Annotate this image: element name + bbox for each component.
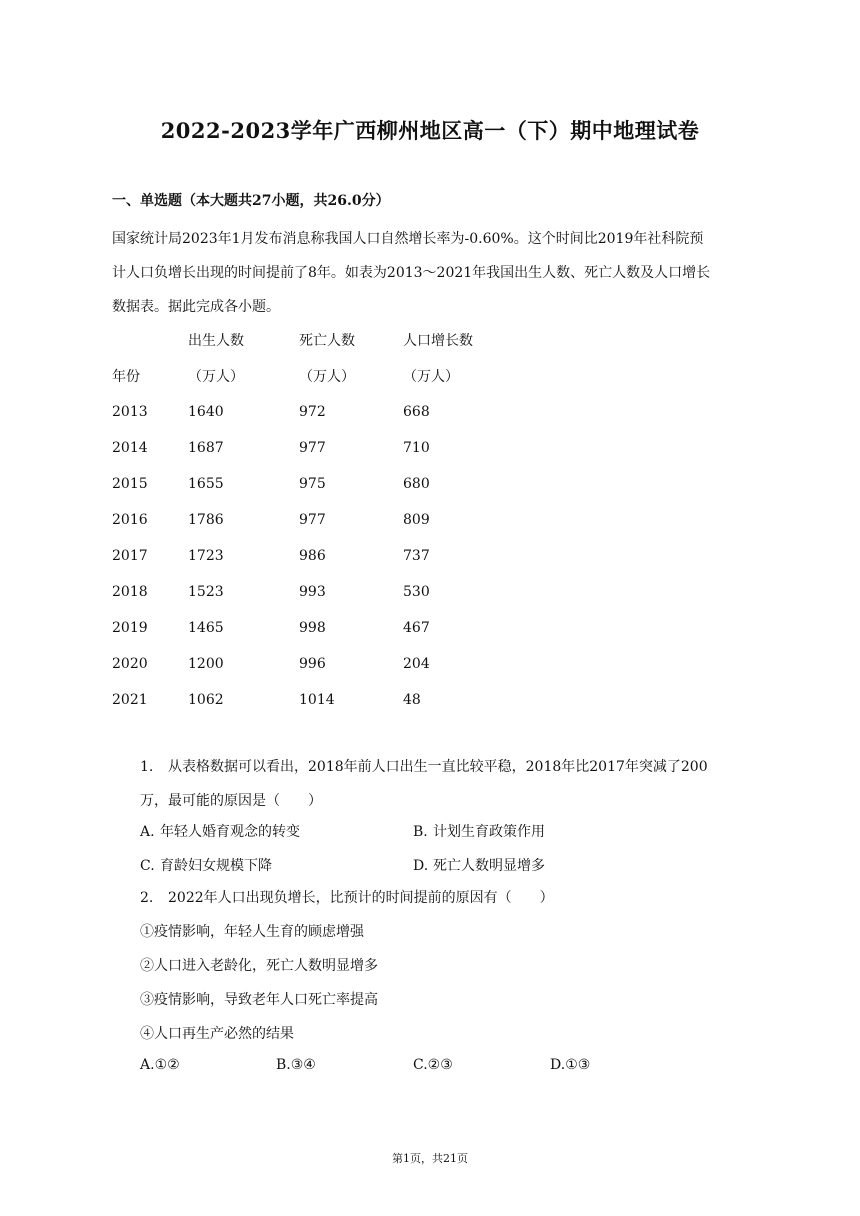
table-cell: 2017 <box>112 548 148 564</box>
population-table <box>112 322 523 718</box>
table-cell: 680 <box>403 476 430 492</box>
statement-2: ②人口进入老龄化，死亡人数明显增多 <box>140 958 378 974</box>
table-cell: 972 <box>299 404 326 420</box>
table-header-cell: （万人） <box>403 369 459 385</box>
table-cell: 1687 <box>188 440 224 456</box>
option-a <box>140 821 300 841</box>
question-2 <box>140 887 554 907</box>
option-c <box>140 855 272 875</box>
table-header-cell: 出生人数 <box>188 333 244 349</box>
option-b <box>276 1057 316 1073</box>
table-header-cell: （万人） <box>299 369 355 385</box>
option-letter: B. <box>276 1057 291 1073</box>
table-cell: 1786 <box>188 512 224 528</box>
table-cell: 1014 <box>299 692 335 708</box>
table-cell: 710 <box>403 440 430 456</box>
table-header-cell: 年份 <box>112 369 140 385</box>
option-letter: A. <box>140 824 155 840</box>
option-b <box>413 821 545 841</box>
section-heading: 一、单选题（本大题共27小题，共26.0分） <box>112 193 390 209</box>
question-number: 2. <box>140 890 154 906</box>
table-cell: 986 <box>299 548 326 564</box>
table-cell: 2018 <box>112 584 148 600</box>
table-header-row <box>112 358 523 394</box>
option-letter: C. <box>140 858 155 874</box>
question-stem-line: 从表格数据可以看出，2018年前人口出生一直比较平稳，2018年比2017年突减了200 <box>168 759 708 775</box>
table-cell: 204 <box>403 656 430 672</box>
table-cell: 1465 <box>188 620 224 636</box>
table-header-cell <box>112 322 188 358</box>
table-cell: 809 <box>403 512 430 528</box>
option-text: ①② <box>154 1057 180 1073</box>
table-row <box>112 430 523 466</box>
intro-line: 数据表。据此完成各小题。 <box>112 299 280 315</box>
table-header-row <box>112 322 523 358</box>
option-a <box>140 1057 180 1073</box>
question-stem: 2022年人口出现负增长，比预计的时间提前的原因有（ ） <box>168 890 554 906</box>
table-row <box>112 646 523 682</box>
table-header-cell: （万人） <box>188 369 244 385</box>
table-row <box>112 502 523 538</box>
question-stem <box>140 750 750 784</box>
option-text: 计划生育政策作用 <box>433 824 545 840</box>
intro-line: 国家统计局2023年1月发布消息称我国人口自然增长率为-0.60%。这个时间比2019年社科院预 <box>112 231 704 247</box>
option-text: ③④ <box>290 1057 316 1073</box>
table-cell: 975 <box>299 476 326 492</box>
option-letter: B. <box>413 824 428 840</box>
statement-4: ④人口再生产必然的结果 <box>140 1026 294 1042</box>
table-cell: 2015 <box>112 476 148 492</box>
table-cell: 467 <box>403 620 430 636</box>
table-cell: 993 <box>299 584 326 600</box>
table-row <box>112 574 523 610</box>
table-cell: 2021 <box>112 692 148 708</box>
option-letter: D. <box>550 1057 566 1073</box>
table-cell: 1723 <box>188 548 224 564</box>
option-text: 育龄妇女规模下降 <box>160 858 272 874</box>
table-cell: 2013 <box>112 404 148 420</box>
table-row <box>112 466 523 502</box>
option-text: ①③ <box>565 1057 591 1073</box>
table-row <box>112 610 523 646</box>
intro-paragraph <box>112 222 752 324</box>
option-text: 死亡人数明显增多 <box>433 858 545 874</box>
table-cell: 2020 <box>112 656 148 672</box>
table-cell: 668 <box>403 404 430 420</box>
table-cell: 1640 <box>188 404 224 420</box>
page-title: 2022-2023学年广西柳州地区高一（下）期中地理试卷 <box>160 118 700 143</box>
option-d <box>550 1057 590 1073</box>
table-cell: 2019 <box>112 620 148 636</box>
question-stem-line: 万，最可能的原因是（ ） <box>140 793 322 809</box>
statement-1: ①疫情影响，年轻人生育的顾虑增强 <box>140 924 364 940</box>
table-row <box>112 538 523 574</box>
table-cell: 998 <box>299 620 326 636</box>
table-cell: 977 <box>299 440 326 456</box>
table-cell: 1200 <box>188 656 224 672</box>
table-cell: 2014 <box>112 440 148 456</box>
option-d <box>413 855 545 875</box>
option-c <box>413 1057 453 1073</box>
table-header-cell: 人口增长数 <box>403 333 473 349</box>
table-row <box>112 394 523 430</box>
option-letter: D. <box>413 858 429 874</box>
table-cell: 996 <box>299 656 326 672</box>
table-cell: 1523 <box>188 584 224 600</box>
intro-line: 计人口负增长出现的时间提前了8年。如表为2013～2021年我国出生人数、死亡人数及人口增长 <box>112 265 711 281</box>
page-footer: 第1页，共21页 <box>392 1152 468 1165</box>
option-text: ②③ <box>427 1057 453 1073</box>
table-cell: 1062 <box>188 692 224 708</box>
table-cell: 530 <box>403 584 430 600</box>
table-header-cell: 死亡人数 <box>299 333 355 349</box>
option-letter: A. <box>140 1057 155 1073</box>
table-cell: 977 <box>299 512 326 528</box>
table-cell: 48 <box>403 692 421 708</box>
table-cell: 2016 <box>112 512 148 528</box>
question-number: 1. <box>140 759 154 775</box>
question-1 <box>140 750 750 818</box>
statement-3: ③疫情影响，导致老年人口死亡率提高 <box>140 992 378 1008</box>
table-cell: 1655 <box>188 476 224 492</box>
table-cell: 737 <box>403 548 430 564</box>
option-letter: C. <box>413 1057 428 1073</box>
table-row <box>112 682 523 718</box>
option-text: 年轻人婚育观念的转变 <box>160 824 300 840</box>
